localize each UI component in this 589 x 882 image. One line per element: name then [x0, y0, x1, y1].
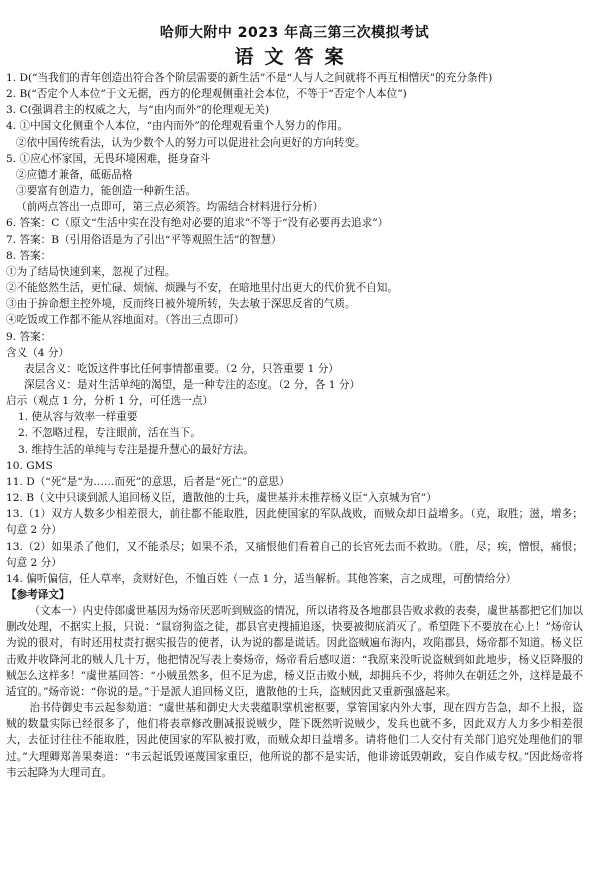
- page-title: 哈师大附中 2023 年高三第三次模拟考试: [159, 25, 430, 41]
- answer-q9-meaning: 含义（4 分）: [6, 346, 70, 359]
- answer-q8-heading: 8. 答案：: [6, 249, 52, 262]
- answer-q5-note: （前两点答出一点即可，第三点必须答。均需结合材料进行分析）: [16, 201, 324, 214]
- answer-q9-deep-meaning: 深层含义：是对生活单纯的渴望，是一种专注的态度。（2 分，各 1 分）: [24, 378, 361, 391]
- answer-body: [6, 70, 583, 781]
- answer-q10: 10. GMS: [6, 459, 53, 472]
- answer-q5-point-3: ③要富有创造力，能创造一种新生活。: [16, 185, 197, 198]
- answer-q8-point-4: ④吃饭或工作都不能从容地面对。（答出三点即可）: [6, 314, 245, 327]
- answer-q8-point-3: ③由于拚命想主控外境，反而终日被外境所转，失去敏于深思反省的气质。: [6, 298, 356, 311]
- translation-paragraph-2: 治书侍御史韦云起参劾道：“虞世基和御史大夫裴蕴职掌机密枢要，掌管国家内外大事，现在四方告急，却不上报，盗贼的数量实际已经很多了，他们将表章修改删减报说贼少，陛下既然听说贼少，发兵也就不多，因此双方人力多少相差很大，去征讨往往不能取胜，因此使国家的军队被打败，而贼众却日益增多。请将他们二人交付有关部门追究处理他们的罪过。”大理卿郑善果奏道：“韦云起诋毁诬蔑国家重臣，他所说的都不是实话，他诽谤诋毁朝政，妄自作威专权。”因此炀帝将韦云起降为大理司直。: [6, 702, 583, 779]
- answer-q8-point-1: ①为了结局快速到来，忽视了过程。: [6, 265, 176, 278]
- answer-q5-point-1: 5. ①应心怀家国，无畏环境困难，挺身奋斗: [6, 152, 211, 165]
- answer-q14: 14. 偏听偏信，任人草率，贪财好色，不恤百姓（一点 1 分，适当解析。其他答案，言之成理，可酌情给分）: [6, 572, 517, 585]
- answer-q13-part-2: 13.（2）如果杀了他们，又不能杀尽；如果不杀，又痛恨他们看着自己的长官死去而不救助。（胜，尽；疾，憎恨，痛恨；句意 2 分）: [6, 540, 583, 569]
- answer-q9-heading: 9. 答案：: [6, 330, 52, 343]
- answer-q11: 11. D（“死”是“为……而死”的意思，后者是“死亡”的意思）: [6, 475, 290, 488]
- answer-q8-point-2: ②不能悠然生活，更忙碌、烦恼、烦躁与不安，在暗地里付出更大的代价犹不自知。: [6, 282, 398, 295]
- answer-q3: 3. C(强调君主的权威之大，与“由内而外”的伦理观无关): [6, 104, 270, 117]
- answer-q4-point-2: ②依中国传统看法，认为少数个人的努力可以促进社会向更好的方向转变。: [16, 136, 366, 149]
- answer-q5-point-2: ②应德才兼备，砥砺品格: [16, 168, 133, 181]
- answer-q2: 2. B(“否定个人本位”于文无据，西方的伦理观侧重社会本位，不等于“否定个人本位”): [6, 88, 407, 101]
- translation-heading: 【参考译文】: [6, 589, 70, 601]
- answer-q12: 12. B（文中只谈到派人追回杨义臣，遣散他的士兵，虞世基并未推荐杨义臣“入京城为官”）: [6, 492, 437, 505]
- answer-q13-part-1: 13.（1）双方人数多少相差很大，前往都不能取胜，因此使国家的军队战败，而贼众却日益增多。（克，取胜；滋，增多；句意 2 分）: [6, 508, 583, 537]
- answer-q9-inspiration: 启示（观点 1 分，分析 1 分，可任选一点）: [6, 395, 214, 408]
- answer-q9-inspiration-1: 1. 使从容与效率一样重要: [18, 411, 138, 424]
- page-subtitle: 语文答案: [234, 46, 355, 68]
- answer-q6: 6. 答案：C（原文“生活中实在没有绝对必要的追求”不等于“没有必要再去追求”）: [6, 217, 389, 230]
- answer-q9-inspiration-2: 2. 不忽略过程，专注眼前，活在当下。: [18, 427, 201, 440]
- answer-q4-point-1: 4. ①中国文化侧重个人本位，“由内而外”的伦理观看重个人努力的作用。: [6, 120, 349, 133]
- answer-q9-inspiration-3: 3. 维持生活的单纯与专注是提升慧心的最好方法。: [18, 443, 254, 456]
- answer-q9-surface-meaning: 表层含义：吃饭这件事比任何事情都重要。（2 分，只答重要 1 分）: [24, 362, 339, 375]
- answer-q7: 7. 答案：B（引用俗语是为了引出“平等观照生活”的智慧）: [6, 233, 282, 246]
- answer-q1: 1. D(“当我们的青年创造出符合各个阶层需要的新生活”不是“人与人之间就将不再互相憎厌”的充分条件): [6, 72, 493, 84]
- translation-paragraph-1: （文本一）内史侍郎虞世基因为炀帝厌恶听到贼盗的情况，所以诸将及各地郡县告败求救的表奏，虞世基都把它们加以删改处理，不据实上报，只说：“鼠窃狗盗之徒，郡县官吏搜捕追逐，快要被彻底消灭了。希望陛下不要放在心上！”炀帝认为说的很对，有时还用杖责打据实报告的使者，认为说的都是谎话。因此盗贼遍布海内，攻陷郡县，炀帝都不知道。杨义臣击败并收降河北的贼人几十万，他把情况写表上奏炀帝，炀帝看后感叹道：“我原来没听说盗贼到如此地步，杨义臣降服的贼怎么这样多！”虞世基回答：“小贼虽然多，但不足为虑，杨义臣击败小贼，却拥兵不少，将帅久在朝廷之外，这样是最不适宜的。”炀帝说：“你说的是。”于是派人追回杨义臣，遣散他的士兵，盗贼因此又重新强盛起来。: [6, 605, 583, 698]
